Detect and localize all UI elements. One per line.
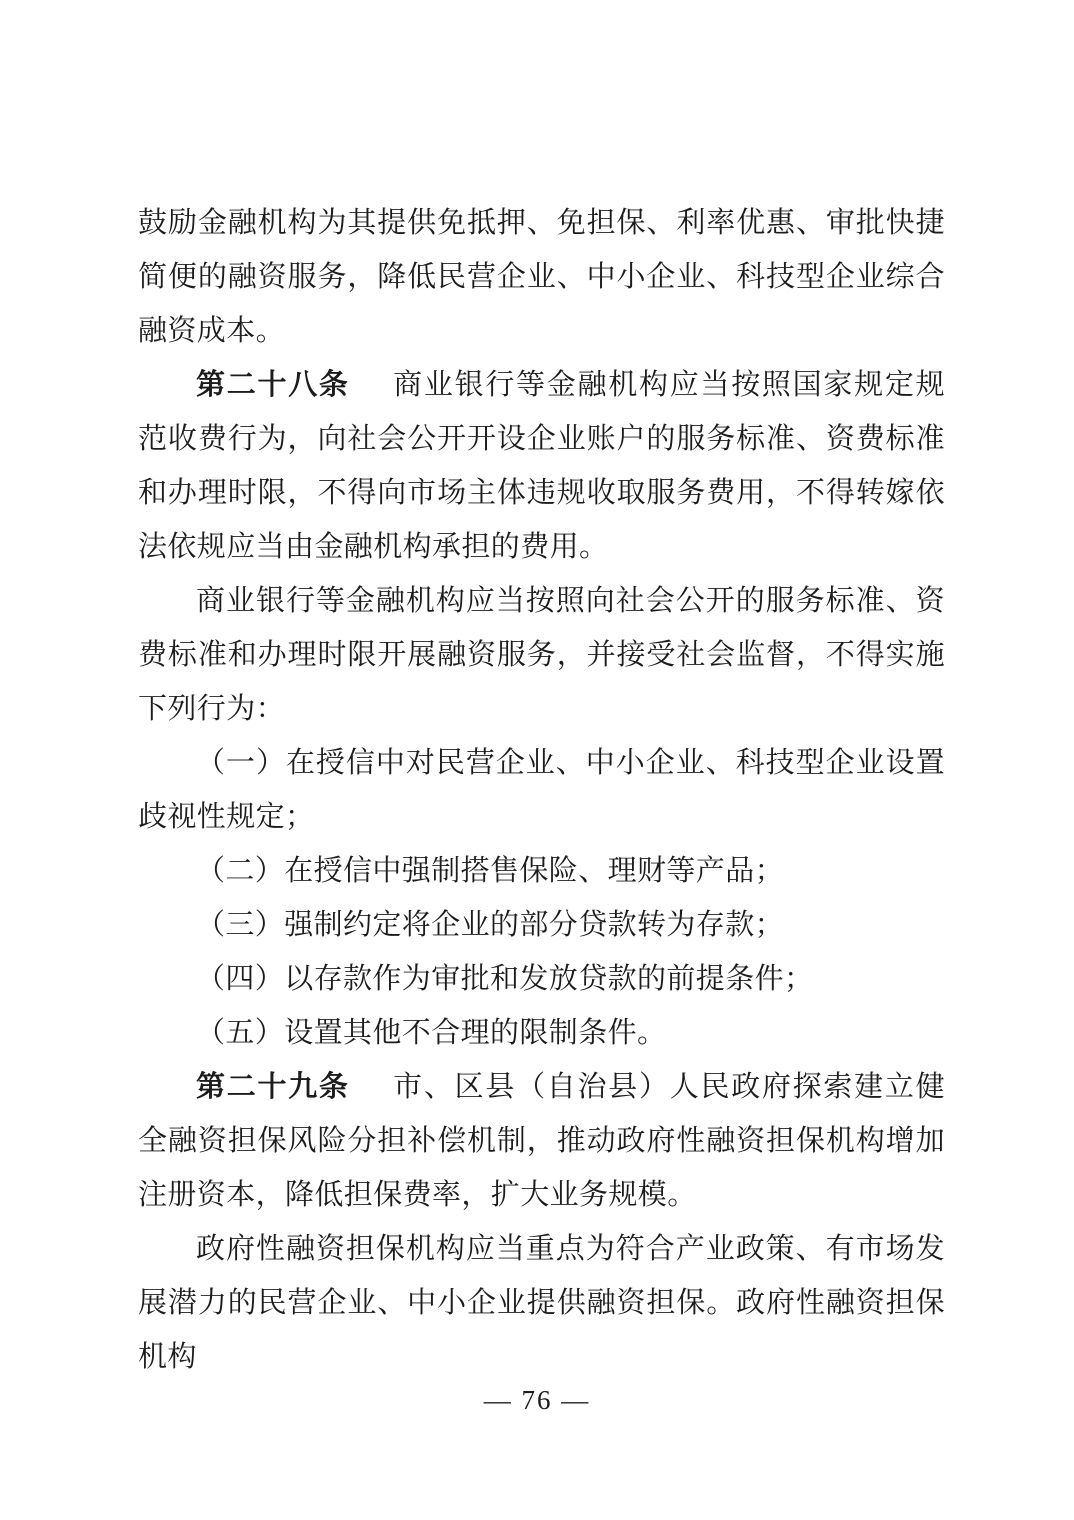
paragraph-body: 政府性融资担保机构应当重点为符合产业政策、有市场发展潜力的民营企业、中小企业提供融资担保。政府性融资担保机构 (138, 1233, 945, 1373)
clause-item-5: （五）设置其他不合理的限制条件。 (196, 1017, 667, 1049)
page-number: — 76 — (483, 1385, 591, 1415)
clause-item-3: （三）强制约定将企业的部分贷款转为存款； (196, 909, 785, 941)
article-29-number: 第二十九条 (196, 1071, 350, 1103)
paragraph-continuation: 鼓励金融机构为其提供免抵押、免担保、利率优惠、审批快捷简便的融资服务，降低民营企业、中小企业、科技型企业综合融资成本。 (138, 207, 945, 347)
clause-item-1: （一）在授信中对民营企业、中小企业、科技型企业设置歧视性规定； (138, 747, 945, 833)
paragraph-body: 商业银行等金融机构应当按照向社会公开的服务标准、资费标准和办理时限开展融资服务，并接受社会监督，不得实施下列行为： (138, 585, 945, 725)
article-28-text: 商业银行等金融机构应当按照国家规定规范收费行为，向社会公开开设企业账户的服务标准、资费标准和办理时限，不得向市场主体违规收取服务费用，不得转嫁依法依规应当由金融机构承担的费用。 (138, 369, 945, 563)
paragraph-article-29 (138, 1060, 945, 1222)
clause-item-2: （二）在授信中强制搭售保险、理财等产品； (196, 855, 785, 887)
article-29-text: 市、区县（自治县）人民政府探索建立健全融资担保风险分担补偿机制，推动政府性融资担保机构增加注册资本，降低担保费率，扩大业务规模。 (138, 1071, 945, 1211)
paragraph-article-28 (138, 358, 945, 574)
document-body (138, 196, 945, 1384)
clause-item-4: （四）以存款作为审批和发放贷款的前提条件； (196, 963, 814, 995)
article-28-number: 第二十八条 (196, 369, 350, 401)
page-footer (0, 1378, 1074, 1422)
